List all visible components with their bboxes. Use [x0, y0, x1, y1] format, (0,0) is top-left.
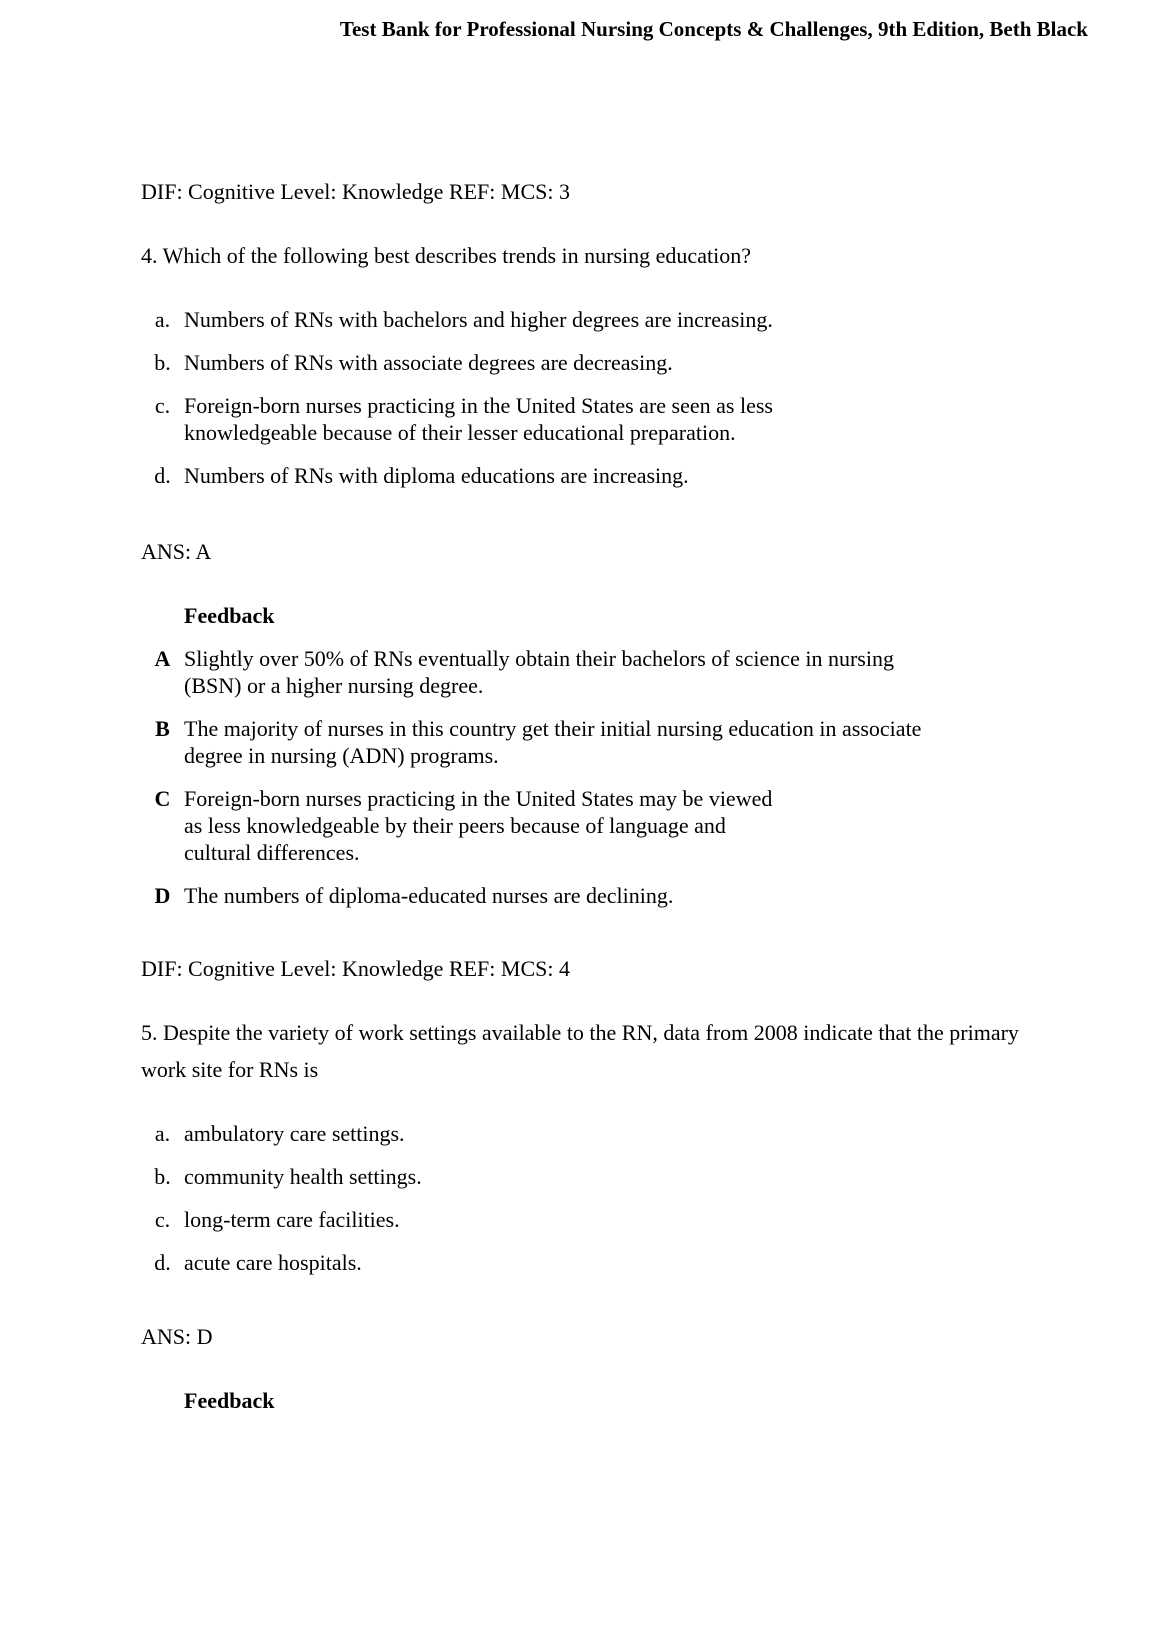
- q4-answer: ANS: A: [141, 539, 212, 564]
- option-label: c.: [154, 1207, 171, 1232]
- feedback-label: D: [154, 883, 171, 908]
- option-text: acute care hospitals.: [184, 1250, 362, 1275]
- feedback-text: The majority of nurses in this country get their initial nursing education in associate degree in nursing (ADN) programs.: [184, 716, 922, 768]
- option-label: a.: [154, 1121, 171, 1146]
- q4-feedback-b: [141, 715, 941, 769]
- q4-options: [141, 306, 821, 489]
- q5-option-a: [141, 1120, 821, 1147]
- q4-feedback-list: [141, 645, 941, 909]
- q4-feedback-d: [141, 882, 941, 909]
- q5-options: [141, 1120, 821, 1276]
- option-text: long-term care facilities.: [184, 1207, 400, 1232]
- q5-option-b: [141, 1163, 821, 1190]
- q4-option-c: [141, 392, 821, 446]
- q5-answer: ANS: D: [141, 1324, 213, 1349]
- option-text: Numbers of RNs with bachelors and higher degrees are increasing.: [184, 307, 773, 332]
- feedback-text: Foreign-born nurses practicing in the United States may be viewed as less knowledgeable by their peers because of language and cultural differences.: [184, 786, 773, 865]
- option-label: b.: [154, 1164, 171, 1189]
- q5-feedback-title: [141, 1387, 274, 1414]
- option-label: d.: [154, 463, 171, 488]
- q4-option-b: [141, 349, 821, 376]
- option-label: b.: [154, 350, 171, 375]
- q4-dif: DIF: Cognitive Level: Knowledge REF: MCS: 4: [141, 956, 570, 981]
- q4-option-a: [141, 306, 821, 333]
- feedback-text: The numbers of diploma-educated nurses are declining.: [184, 883, 674, 908]
- q4-question: 4. Which of the following best describes trends in nursing education?: [141, 243, 751, 268]
- option-text: community health settings.: [184, 1164, 422, 1189]
- option-text: Numbers of RNs with diploma educations are increasing.: [184, 463, 689, 488]
- option-text: Foreign-born nurses practicing in the United States are seen as less knowledgeable because of their lesser educational preparation.: [184, 393, 773, 445]
- option-label: c.: [154, 393, 171, 418]
- option-text: Numbers of RNs with associate degrees are decreasing.: [184, 350, 673, 375]
- feedback-label: B: [155, 716, 170, 741]
- option-label: d.: [154, 1250, 171, 1275]
- q5-option-d: [141, 1249, 821, 1276]
- feedback-heading: Feedback: [184, 603, 275, 628]
- q4-feedback-c: [141, 785, 941, 866]
- q4-option-d: [141, 462, 821, 489]
- option-label: a.: [154, 307, 171, 332]
- q4-feedback-title: [141, 602, 274, 629]
- q3-dif: DIF: Cognitive Level: Knowledge REF: MCS: 3: [141, 179, 570, 204]
- q4-feedback-a: [141, 645, 941, 699]
- page-header: Test Bank for Professional Nursing Concepts & Challenges, 9th Edition, Beth Black: [339, 17, 1088, 41]
- feedback-text: Slightly over 50% of RNs eventually obtain their bachelors of science in nursing (BSN) or a higher nursing degree.: [184, 646, 894, 698]
- feedback-heading: Feedback: [184, 1388, 275, 1413]
- option-text: ambulatory care settings.: [184, 1121, 405, 1146]
- feedback-label: A: [154, 646, 171, 671]
- feedback-label: C: [154, 786, 171, 811]
- q5-question: 5. Despite the variety of work settings available to the RN, data from 2008 indicate that the primary work site for RNs is: [141, 1020, 1019, 1082]
- q5-option-c: [141, 1206, 821, 1233]
